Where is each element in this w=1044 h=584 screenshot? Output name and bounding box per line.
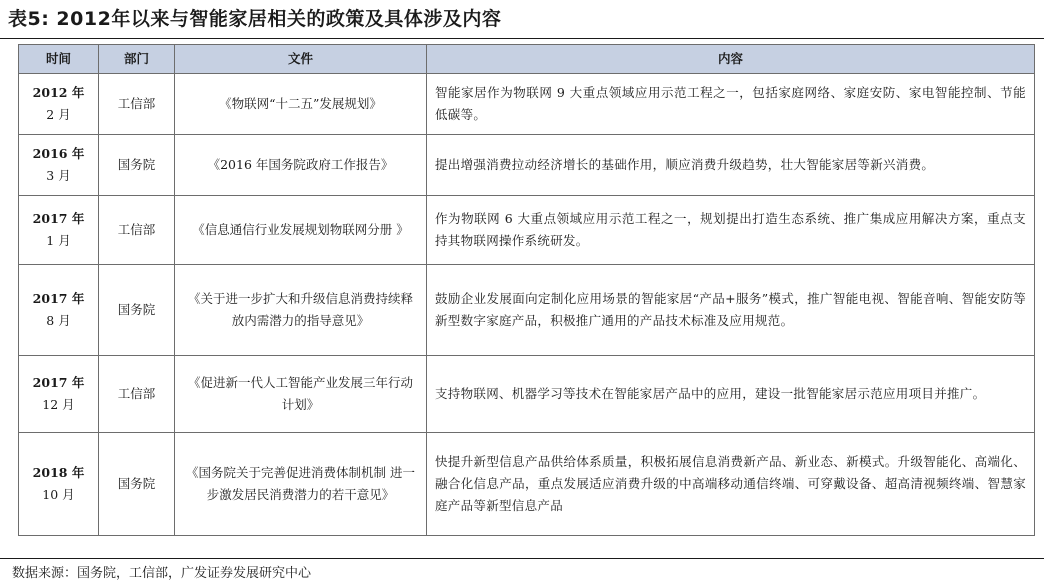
cell-dept: 工信部 bbox=[99, 196, 175, 265]
cell-month: 8 月 bbox=[46, 313, 71, 328]
cell-file: 《关于进一步扩大和升级信息消费持续释放内需潜力的指导意见》 bbox=[175, 265, 427, 356]
policy-table bbox=[18, 44, 1035, 536]
cell-time bbox=[19, 265, 99, 356]
cell-time bbox=[19, 356, 99, 433]
cell-dept: 国务院 bbox=[99, 433, 175, 536]
cell-dept: 国务院 bbox=[99, 265, 175, 356]
cell-month: 2 月 bbox=[46, 107, 71, 122]
cell-dept: 工信部 bbox=[99, 356, 175, 433]
cell-year: 2012 年 bbox=[32, 85, 85, 100]
cell-file: 《物联网“十二五”发展规划》 bbox=[175, 74, 427, 135]
cell-content: 支持物联网、机器学习等技术在智能家居产品中的应用，建设一批智能家居示范应用项目并推广。 bbox=[427, 356, 1035, 433]
cell-year: 2016 年 bbox=[32, 146, 85, 161]
header-time: 时间 bbox=[19, 45, 99, 74]
cell-year: 2017 年 bbox=[32, 211, 85, 226]
table-row bbox=[19, 265, 1035, 356]
header-dept: 部门 bbox=[99, 45, 175, 74]
table-title: 表5: 2012年以来与智能家居相关的政策及具体涉及内容 bbox=[8, 8, 502, 30]
cell-month: 12 月 bbox=[42, 397, 75, 412]
cell-file: 《信息通信行业发展规划物联网分册 》 bbox=[175, 196, 427, 265]
title-rule bbox=[0, 38, 1044, 39]
cell-content: 鼓励企业发展面向定制化应用场景的智能家居“产品+服务”模式，推广智能电视、智能音响、智能安防等新型数字家庭产品，积极推广通用的产品技术标准及应用规范。 bbox=[427, 265, 1035, 356]
cell-file: 《国务院关于完善促进消费体制机制 进一步激发居民消费潜力的若干意见》 bbox=[175, 433, 427, 536]
cell-month: 3 月 bbox=[46, 168, 71, 183]
cell-month: 1 月 bbox=[46, 233, 71, 248]
cell-year: 2017 年 bbox=[32, 291, 85, 306]
header-content: 内容 bbox=[427, 45, 1035, 74]
cell-time bbox=[19, 196, 99, 265]
header-file: 文件 bbox=[175, 45, 427, 74]
table-row bbox=[19, 135, 1035, 196]
cell-content: 智能家居作为物联网 9 大重点领域应用示范工程之一，包括家庭网络、家庭安防、家电智能控制、节能低碳等。 bbox=[427, 74, 1035, 135]
cell-time bbox=[19, 74, 99, 135]
cell-content: 提出增强消费拉动经济增长的基础作用，顺应消费升级趋势，壮大智能家居等新兴消费。 bbox=[427, 135, 1035, 196]
source-rule bbox=[0, 558, 1044, 559]
cell-time bbox=[19, 135, 99, 196]
cell-file: 《促进新一代人工智能产业发展三年行动计划》 bbox=[175, 356, 427, 433]
cell-file: 《2016 年国务院政府工作报告》 bbox=[175, 135, 427, 196]
table-row bbox=[19, 196, 1035, 265]
cell-content: 作为物联网 6 大重点领域应用示范工程之一，规划提出打造生态系统、推广集成应用解决方案，重点支持其物联网操作系统研发。 bbox=[427, 196, 1035, 265]
cell-time bbox=[19, 433, 99, 536]
cell-dept: 工信部 bbox=[99, 74, 175, 135]
cell-month: 10 月 bbox=[42, 487, 75, 502]
table-header-row bbox=[19, 45, 1035, 74]
table-row bbox=[19, 356, 1035, 433]
cell-content: 快提升新型信息产品供给体系质量，积极拓展信息消费新产品、新业态、新模式。升级智能化、高端化、融合化信息产品，重点发展适应消费升级的中高端移动通信终端、可穿戴设备、超高清视频终端、智慧家庭产品等新型信息产品 bbox=[427, 433, 1035, 536]
cell-dept: 国务院 bbox=[99, 135, 175, 196]
table-row bbox=[19, 433, 1035, 536]
table-row bbox=[19, 74, 1035, 135]
data-source-note: 数据来源：国务院，工信部，广发证券发展研究中心 bbox=[12, 566, 312, 581]
cell-year: 2017 年 bbox=[32, 375, 85, 390]
cell-year: 2018 年 bbox=[32, 465, 85, 480]
